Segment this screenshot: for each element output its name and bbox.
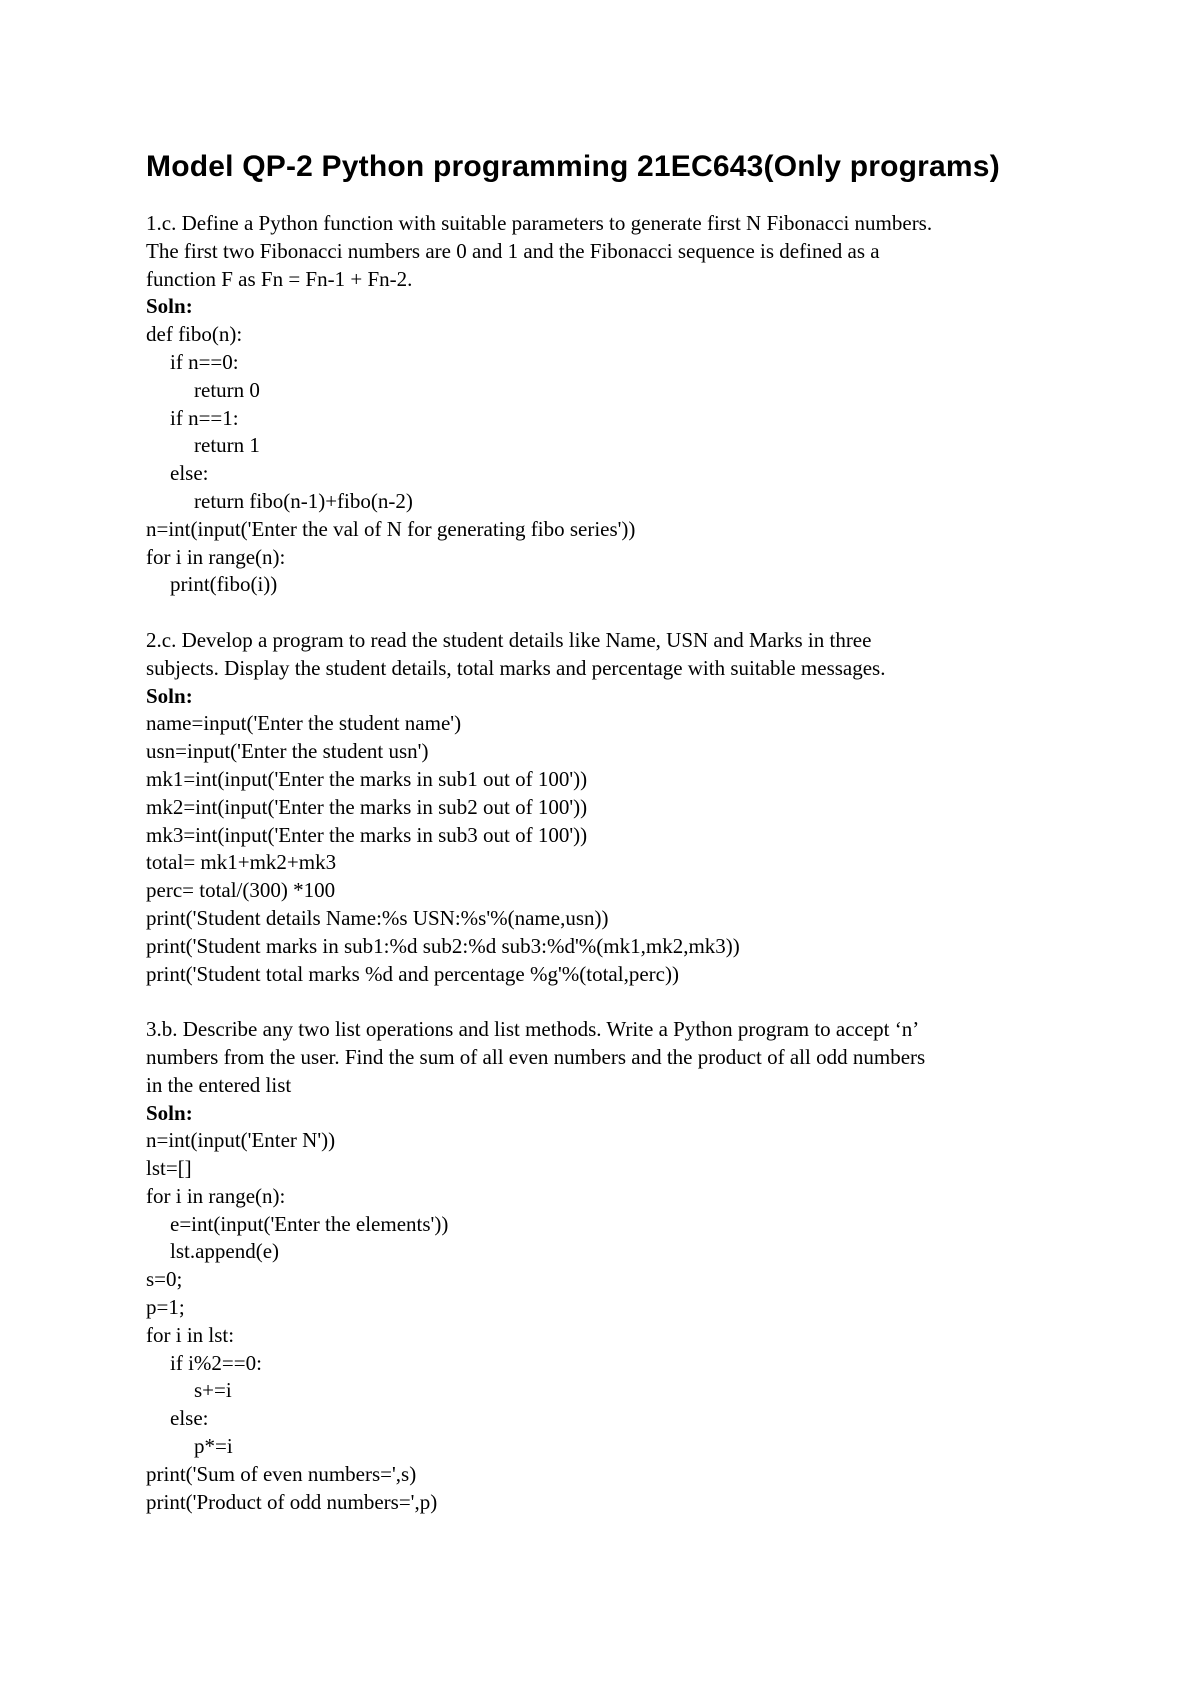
question-text: 3.b. Describe any two list operations and list methods. Write a Python program to accept ‘n’ — [146, 1017, 920, 1042]
code-line: return 0 — [194, 377, 260, 402]
code-line: print('Student details Name:%s USN:%s'%(name,usn)) — [146, 905, 609, 930]
code-line: mk1=int(input('Enter the marks in sub1 out of 100')) — [146, 766, 588, 791]
code-line: print(fibo(i)) — [170, 572, 278, 597]
code-line: lst=[] — [146, 1156, 192, 1181]
code-line: usn=input('Enter the student usn') — [146, 739, 429, 764]
code-line: if i%2==0: — [170, 1350, 262, 1375]
code-line: def fibo(n): — [146, 322, 243, 347]
code-line: print('Student marks in sub1:%d sub2:%d sub3:%d'%(mk1,mk2,mk3)) — [146, 933, 740, 958]
document-body — [146, 210, 1086, 1516]
code-line: for i in lst: — [146, 1322, 235, 1347]
code-line: for i in range(n): — [146, 544, 286, 569]
code-line: for i in range(n): — [146, 1183, 286, 1208]
code-line: mk2=int(input('Enter the marks in sub2 out of 100')) — [146, 794, 588, 819]
section-gap — [146, 599, 1086, 627]
code-line: perc= total/(300) *100 — [146, 878, 336, 903]
soln-label: Soln: — [146, 1100, 193, 1125]
question-2 — [146, 627, 1086, 988]
code-line: else: — [170, 1406, 209, 1431]
code-line: print('Sum of even numbers=',s) — [146, 1461, 417, 1486]
code-line: n=int(input('Enter N')) — [146, 1128, 336, 1153]
code-line: s=0; — [146, 1267, 183, 1292]
code-line: return 1 — [194, 433, 260, 458]
question-1 — [146, 210, 1086, 599]
question-text: 2.c. Develop a program to read the student details like Name, USN and Marks in three — [146, 627, 872, 652]
question-text: function F as Fn = Fn-1 + Fn-2. — [146, 266, 413, 291]
code-line: if n==1: — [170, 405, 239, 430]
code-line: p=1; — [146, 1295, 185, 1320]
code-line: e=int(input('Enter the elements')) — [170, 1211, 449, 1236]
question-text: The first two Fibonacci numbers are 0 and 1 and the Fibonacci sequence is defined as a — [146, 238, 880, 263]
code-line: print('Student total marks %d and percentage %g'%(total,perc)) — [146, 961, 679, 986]
question-3 — [146, 1016, 1086, 1516]
question-text: 1.c. Define a Python function with suitable parameters to generate first N Fibonacci numbers. — [146, 211, 933, 235]
code-line: else: — [170, 461, 209, 486]
page-title: Model QP-2 Python programming 21EC643(Only programs) — [146, 150, 1000, 183]
question-text: numbers from the user. Find the sum of all even numbers and the product of all odd numbers — [146, 1044, 926, 1069]
code-line: print('Product of odd numbers=',p) — [146, 1489, 438, 1514]
code-line: p*=i — [194, 1434, 233, 1459]
code-line: mk3=int(input('Enter the marks in sub3 out of 100')) — [146, 822, 588, 847]
code-line: name=input('Enter the student name') — [146, 711, 462, 736]
question-text: subjects. Display the student details, total marks and percentage with suitable messages. — [146, 655, 886, 680]
question-text: in the entered list — [146, 1072, 292, 1097]
code-line: if n==0: — [170, 349, 239, 374]
code-line: n=int(input('Enter the val of N for generating fibo series')) — [146, 516, 636, 541]
code-line: s+=i — [194, 1378, 232, 1403]
code-line: total= mk1+mk2+mk3 — [146, 850, 337, 875]
soln-label: Soln: — [146, 294, 193, 319]
code-line: return fibo(n-1)+fibo(n-2) — [194, 488, 413, 513]
code-line: lst.append(e) — [170, 1239, 280, 1264]
section-gap — [146, 988, 1086, 1016]
soln-label: Soln: — [146, 683, 193, 708]
